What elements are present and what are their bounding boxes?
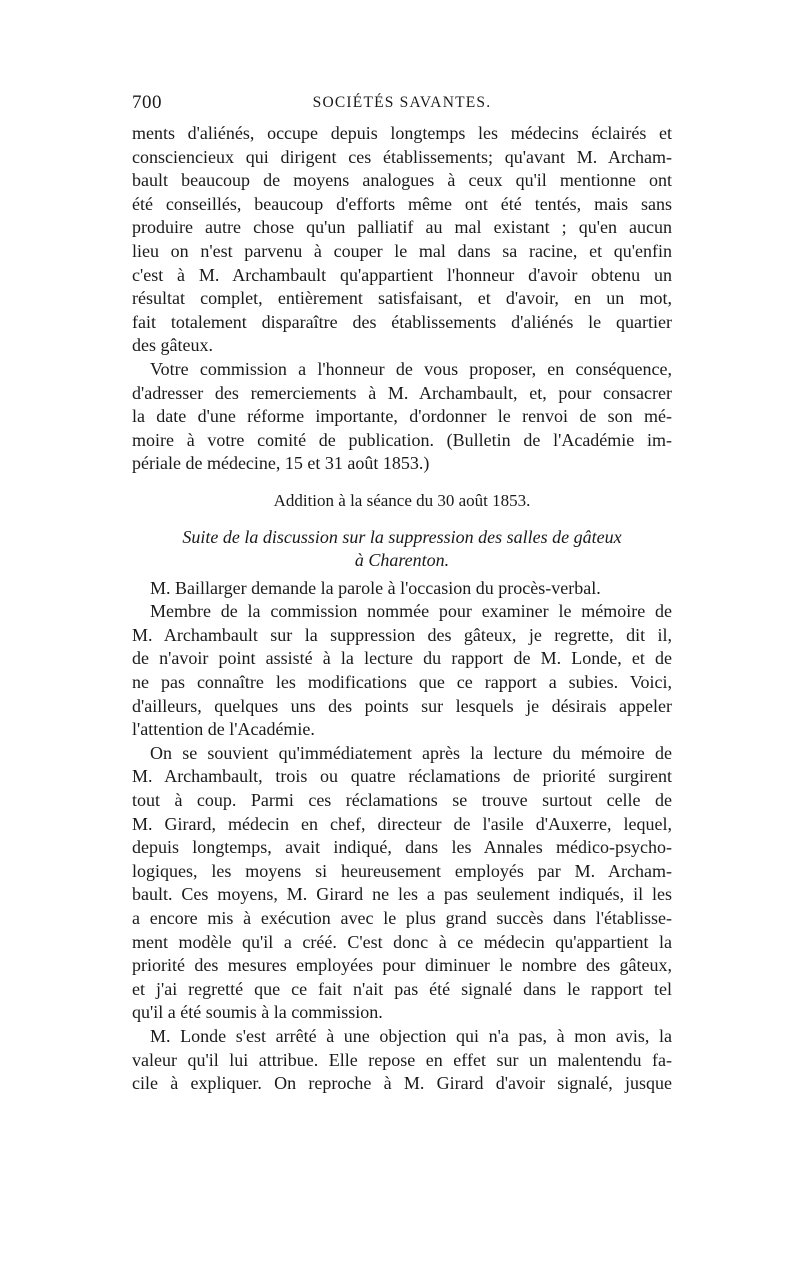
text-line: c'est à M. Archambault qu'appartient l'honneur d'avoir obtenu un: [132, 264, 672, 285]
text-line: M. Baillarger demande la parole à l'occasion du procès-verbal.: [150, 577, 601, 598]
text-line: priorité des mesures employées pour diminuer le nombre des gâteux,: [132, 955, 672, 976]
text-line: de n'avoir point assisté à la lecture du rapport de M. Londe, et de: [132, 648, 672, 669]
text-line: consciencieux qui dirigent ces établissements; qu'avant M. Archam-: [132, 146, 672, 167]
text-line: bault beaucoup de moyens analogues à ceux qu'il mentionne ont: [132, 170, 672, 191]
text-line: M. Archambault, trois ou quatre réclamations de priorité surgirent: [132, 766, 672, 787]
text-line: valeur qu'il lui attribue. Elle repose en effet sur un malentendu fa-: [132, 1049, 672, 1070]
section-subheading: [132, 526, 672, 573]
paragraph-baillarger: [132, 577, 672, 601]
text-line: et j'ai regretté que ce fait n'ait pas été signalé dans le rapport tel: [132, 978, 672, 999]
text-line: bault. Ces moyens, M. Girard ne les a pas seulement indiqués, il les: [132, 884, 672, 905]
text-line: périale de médecine, 15 et 31 août 1853.): [132, 453, 430, 474]
text-line: a encore mis à exécution avec le plus grand succès dans l'établisse-: [132, 908, 672, 928]
text-line: fait totalement disparaître des établissements d'aliénés le quartier: [132, 311, 672, 332]
running-title: SOCIÉTÉS SAVANTES.: [312, 94, 492, 111]
page-number: 700: [132, 92, 162, 113]
running-head: [132, 92, 672, 122]
text-line: d'adresser des remerciements à M. Archambault, et, pour consacrer: [132, 382, 672, 403]
text-line: d'ailleurs, quelques uns des points sur lesquels je désirais appeler: [132, 695, 672, 716]
text-line: logiques, les moyens si heureusement employés par M. Archam-: [132, 860, 672, 881]
text-line: qu'il a été soumis à la commission.: [132, 1002, 383, 1023]
text-line: Votre commission a l'honneur de vous proposer, en conséquence,: [150, 358, 672, 379]
text-line: des gâteux.: [132, 335, 213, 356]
paragraph-priority: [132, 742, 672, 1025]
paragraph-commission-proposal: [132, 358, 672, 476]
text-line: depuis longtemps, avait indiqué, dans les Annales médico-psycho-: [132, 837, 672, 858]
text-line: ne pas connaître les modifications que ce rapport a subies. Voici,: [132, 672, 672, 693]
section-heading: Addition à la séance du 30 août 1853.: [273, 490, 531, 510]
text-line: On se souvient qu'immédiatement après la lecture du mémoire de: [150, 742, 672, 763]
text-line: M. Londe s'est arrêté à une objection qui n'a pas, à mon avis, la: [150, 1025, 672, 1046]
text-line: Membre de la commission nommée pour examiner le mémoire de: [150, 601, 672, 622]
text-line: M. Girard, médecin en chef, directeur de l'asile d'Auxerre, lequel,: [132, 813, 672, 834]
text-line: ments d'aliénés, occupe depuis longtemps les médecins éclairés et: [132, 123, 672, 143]
subheading-line: à Charenton.: [354, 550, 450, 571]
text-line: cile à expliquer. On reproche à M. Girard d'avoir signalé, jusque: [132, 1073, 672, 1094]
paragraph-continuation: [132, 122, 672, 358]
paragraph-londe-objection: [132, 1025, 672, 1096]
paragraph-commission-member: [132, 600, 672, 742]
text-line: moire à votre comité de publication. (Bulletin de l'Académie im-: [132, 429, 672, 450]
text-line: la date d'une réforme importante, d'ordonner le renvoi de son mé-: [132, 406, 672, 427]
subheading-line: Suite de la discussion sur la suppression des salles de gâteux: [182, 526, 622, 547]
text-line: M. Archambault sur la suppression des gâteux, je regrette, dit il,: [132, 624, 672, 645]
text-line: tout à coup. Parmi ces réclamations se trouve surtout celle de: [132, 790, 672, 811]
text-line: lieu on n'est parvenu à couper le mal dans sa racine, et qu'enfin: [132, 240, 672, 261]
text-line: l'attention de l'Académie.: [132, 719, 315, 740]
text-line: résultat complet, entièrement satisfaisant, et d'avoir, en un mot,: [132, 288, 672, 309]
text-line: produire autre chose qu'un palliatif au mal existant ; qu'en aucun: [132, 217, 672, 238]
text-line: ment modèle qu'il a créé. C'est donc à ce médecin qu'appartient la: [132, 931, 672, 952]
text-line: été conseillés, beaucoup d'efforts même ont été tentés, mais sans: [132, 193, 672, 214]
book-page: [132, 92, 672, 1096]
